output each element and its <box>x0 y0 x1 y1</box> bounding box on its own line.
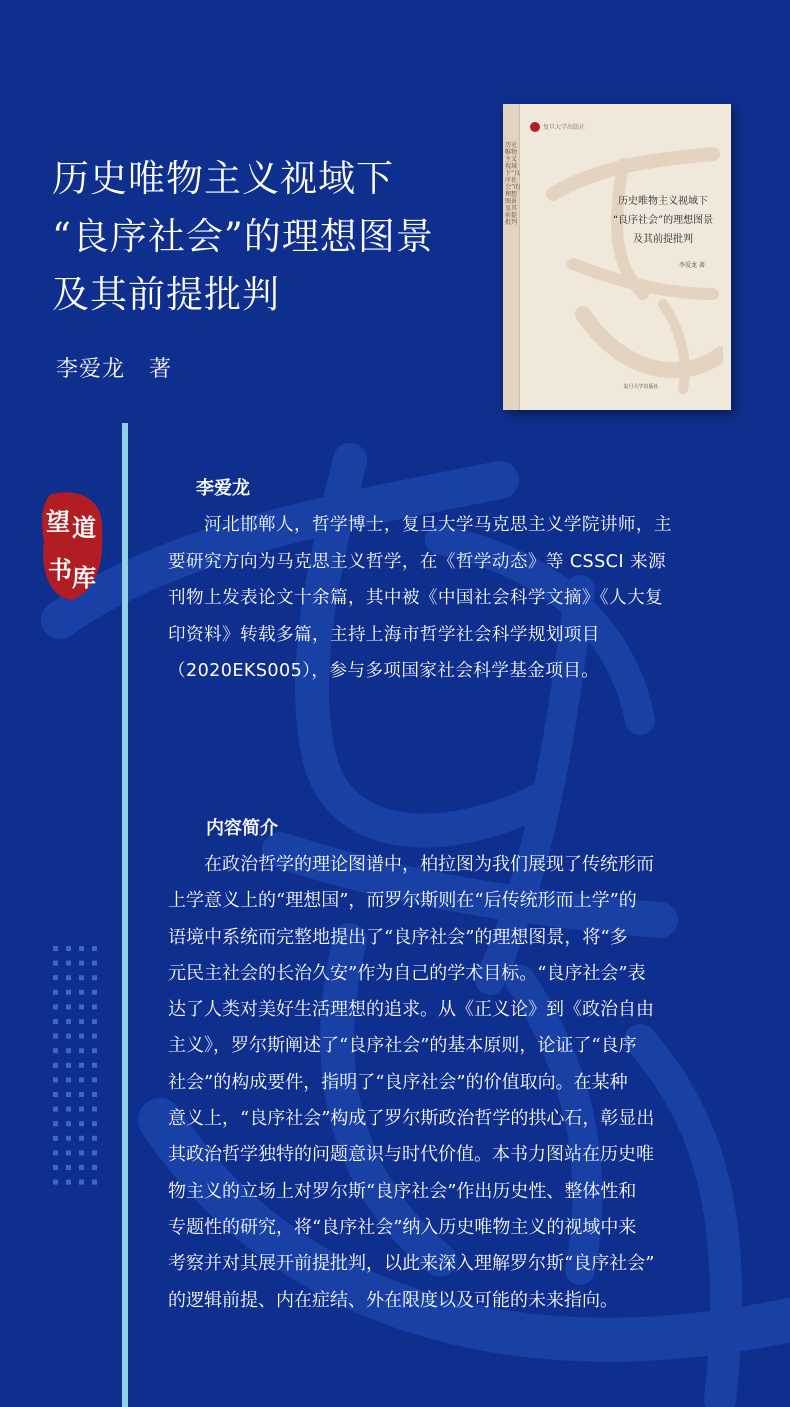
intro-line: 意义上，“良序社会”构成了罗尔斯政治哲学的拱心石，彰显出 <box>168 1108 655 1130</box>
book-spine <box>503 104 520 410</box>
intro-line: 其政治哲学独特的问题意识与时代价值。本书力图站在历史唯 <box>168 1144 654 1166</box>
decorative-dot <box>79 1165 84 1170</box>
intro-line: 社会”的构成要件，指明了“良序社会”的价值取向。在某种 <box>168 1071 628 1093</box>
decorative-dot <box>53 1034 58 1039</box>
svg-text:书: 书 <box>48 555 72 584</box>
decorative-dot <box>92 1136 97 1141</box>
book-title-line: 历史唯物主义视域下 <box>52 157 394 200</box>
decorative-dot <box>53 1136 58 1141</box>
decorative-dot <box>92 975 97 980</box>
decorative-dot <box>92 1063 97 1068</box>
intro-line: 专题性的研究，将“良序社会”纳入历史唯物主义的视域中来 <box>168 1216 637 1238</box>
decorative-dot <box>66 990 71 995</box>
decorative-dot <box>66 1121 71 1126</box>
decorative-dot <box>79 1121 84 1126</box>
decorative-dot <box>53 1107 58 1112</box>
author-name: 李爱龙 <box>196 478 250 499</box>
bio-line: （2020EKS005），参与多项国家社会科学基金项目。 <box>168 661 600 681</box>
decorative-dot <box>92 1107 97 1112</box>
decorative-dot <box>53 1004 58 1009</box>
decorative-dot <box>92 1004 97 1009</box>
decorative-dot <box>92 1180 97 1185</box>
svg-text:道: 道 <box>72 513 96 542</box>
intro-line: 的逻辑前提、内在症结、外在限度以及可能的未来指向。 <box>168 1289 618 1311</box>
decorative-dot <box>66 975 71 980</box>
decorative-dot <box>53 1121 58 1126</box>
vertical-divider <box>122 423 128 1407</box>
svg-text:望: 望 <box>46 507 70 536</box>
decorative-dot <box>79 1180 84 1185</box>
decorative-dot <box>53 1092 58 1097</box>
decorative-dot <box>66 1150 71 1155</box>
intro-line: 物主义的立场上对罗尔斯“良序社会”作出历史性、整体性和 <box>168 1180 637 1202</box>
book-title <box>52 150 492 324</box>
bio-line: 要研究方向为马克思主义哲学，在《哲学动态》等 CSSCI 来源 <box>168 551 666 572</box>
book-title-line: “良序社会”的理想图景 <box>52 215 434 258</box>
bio-line: 印资料》转载多篇，主持上海市哲学社会科学规划项目 <box>168 624 600 645</box>
author-bio <box>168 507 723 690</box>
decorative-dot <box>79 1136 84 1141</box>
intro-text <box>168 847 728 1319</box>
decorative-dot <box>92 1048 97 1053</box>
intro-heading: 内容简介 <box>206 818 278 839</box>
decorative-dot <box>79 1019 84 1024</box>
intro-line: 达了人类对美好生活理想的追求。从《正义论》到《政治自由 <box>168 999 654 1021</box>
decorative-dot <box>53 961 58 966</box>
cover-series: 复旦大学出版社 <box>543 124 586 131</box>
decorative-dot <box>92 961 97 966</box>
cover-title <box>598 192 728 249</box>
decorative-dot <box>53 1150 58 1155</box>
decorative-dot <box>66 1107 71 1112</box>
decorative-dot <box>92 1019 97 1024</box>
decorative-dot <box>92 1034 97 1039</box>
cover-title-line: 及其前提批判 <box>633 234 693 245</box>
intro-line: 主义》，罗尔斯阐述了“良序社会”的基本原则，论证了“良序 <box>168 1035 637 1057</box>
decorative-dot <box>66 961 71 966</box>
book-spine-title: 历史唯物主义视域下“良序社会”的理想图景及其前提批判 <box>505 142 521 226</box>
decorative-dot <box>66 1165 71 1170</box>
intro-line: 语境中系统而完整地提出了“良序社会”的理想图景，将“多 <box>168 926 628 948</box>
decorative-dot <box>79 1092 84 1097</box>
decorative-dot <box>66 1063 71 1068</box>
decorative-dot <box>92 946 97 951</box>
decorative-dot <box>53 975 58 980</box>
decorative-dot <box>66 946 71 951</box>
decorative-dot <box>53 946 58 951</box>
decorative-dot <box>79 990 84 995</box>
decorative-dot <box>66 1092 71 1097</box>
decorative-dot <box>92 1077 97 1082</box>
book-cover-image <box>503 104 731 410</box>
decorative-dot <box>79 975 84 980</box>
cover-author: 李爱龙 著 <box>679 262 705 269</box>
wangdao-seal-logo <box>38 490 106 602</box>
decorative-dot <box>79 1150 84 1155</box>
decorative-dot <box>92 1165 97 1170</box>
decorative-dot <box>79 1004 84 1009</box>
decorative-dot <box>53 1048 58 1053</box>
decorative-dot <box>92 990 97 995</box>
decorative-dot <box>53 1180 58 1185</box>
decorative-dot <box>79 1048 84 1053</box>
cover-title-line: 历史唯物主义视域下 <box>618 196 708 207</box>
cover-publisher: 复旦大学出版社 <box>623 384 659 390</box>
decorative-dot <box>66 1034 71 1039</box>
decorative-dot <box>66 1048 71 1053</box>
bio-line: 刊物上发表论文十余篇，其中被《中国社会科学文摘》《人大复 <box>168 588 664 608</box>
decorative-dot-grid <box>51 944 101 1194</box>
decorative-dot <box>66 1019 71 1024</box>
decorative-dot <box>53 1063 58 1068</box>
decorative-dot <box>53 1165 58 1170</box>
decorative-dot <box>79 1034 84 1039</box>
decorative-dot <box>79 1063 84 1068</box>
bio-line: 河北邯郸人，哲学博士，复旦大学马克思主义学院讲师，主 <box>168 515 672 535</box>
decorative-dot <box>53 1019 58 1024</box>
publisher-logo-icon <box>530 122 540 132</box>
decorative-dot <box>79 1107 84 1112</box>
decorative-dot <box>66 1136 71 1141</box>
intro-line: 元民主社会的长治久安”作为自己的学术目标。“良序社会”表 <box>168 962 646 984</box>
decorative-dot <box>92 1121 97 1126</box>
decorative-dot <box>66 1077 71 1082</box>
book-author: 李爱龙 著 <box>56 357 172 382</box>
decorative-dot <box>66 1180 71 1185</box>
decorative-dot <box>79 961 84 966</box>
decorative-dot <box>53 990 58 995</box>
intro-line: 在政治哲学的理论图谱中，柏拉图为我们展现了传统形而 <box>168 854 654 875</box>
cover-title-line: “良序社会”的理想图景 <box>612 215 714 226</box>
decorative-dot <box>66 1004 71 1009</box>
decorative-dot <box>53 1077 58 1082</box>
intro-line: 考察并对其展开前提批判，以此来深入理解罗尔斯“良序社会” <box>168 1253 655 1275</box>
cover-calligraphy-mark <box>543 144 723 394</box>
decorative-dot <box>79 1077 84 1082</box>
intro-line: 上学意义上的“理想国”，而罗尔斯则在“后传统形而上学”的 <box>168 890 637 912</box>
svg-text:库: 库 <box>72 563 96 592</box>
book-title-line: 及其前提批判 <box>52 273 280 316</box>
decorative-dot <box>79 946 84 951</box>
decorative-dot <box>92 1150 97 1155</box>
decorative-dot <box>92 1092 97 1097</box>
